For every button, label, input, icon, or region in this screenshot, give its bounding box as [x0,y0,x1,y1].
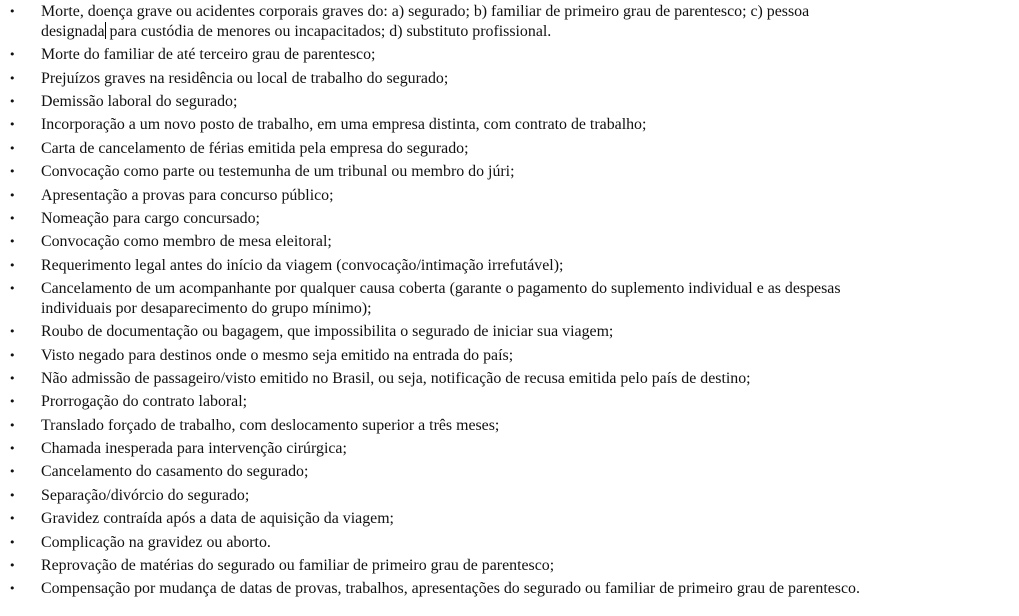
list-item-text[interactable]: Translado forçado de trabalho, com deslocamento superior a três meses; [41,416,500,434]
list-item-text[interactable]: Morte, doença grave ou acidentes corporais graves do: a) segurado; b) familiar de primeiro grau de parentesco; c) pessoa [41,3,810,20]
list-item-text[interactable]: Cancelamento do casamento do segurado; [41,463,309,481]
list-item [0,279,1019,319]
list-item [0,439,1019,459]
list-item-text[interactable]: Convocação como membro de mesa eleitoral; [41,233,332,251]
list-item [0,162,1019,182]
list-item-text[interactable]: Visto negado para destinos onde o mesmo seja emitido na entrada do país; [41,346,514,364]
list-item [0,186,1019,206]
list-item-text[interactable]: Demissão laboral do segurado; [41,93,238,111]
list-item-text[interactable]: Gravidez contraída após a data de aquisição da viagem; [41,510,394,528]
bullet-icon: • [9,281,16,295]
list-item [0,346,1019,366]
list-item-text[interactable]: Incorporação a um novo posto de trabalho, em uma empresa distinta, com contrato de trabalho; [41,116,647,134]
bullet-icon: • [9,558,16,572]
list-item [0,2,1019,42]
bullet-icon: • [9,118,16,132]
list-item [0,392,1019,412]
list-item-text[interactable]: Compensação por mudança de datas de provas, trabalhos, apresentações do segurado ou familiar de primeiro grau de parentesco. [41,580,860,598]
list-item-text[interactable]: Não admissão de passageiro/visto emitido no Brasil, ou seja, notificação de recusa emitida pelo país de destino; [41,370,751,388]
list-item-text[interactable]: Cancelamento de um acompanhante por qualquer causa coberta (garante o pagamento do suplemento individual e as despesas [41,279,841,297]
list-item-text[interactable]: Roubo de documentação ou bagagem, que impossibilita o segurado de iniciar sua viagem; [41,323,614,341]
list-item-text[interactable]: Reprovação de matérias do segurado ou familiar de primeiro grau de parentesco; [41,556,555,574]
list-item-text[interactable]: Requerimento legal antes do início da viagem (convocação/intimação irrefutável); [41,256,564,274]
list-item-text[interactable]: individuais por desaparecimento do grupo mínimo); [41,299,372,317]
list-item [0,416,1019,436]
bullet-icon: • [9,488,16,502]
bullet-icon: • [9,141,16,155]
list-item [0,115,1019,135]
bullet-icon: • [9,418,16,432]
text-cursor [105,22,106,39]
bullet-icon: • [9,535,16,549]
list-item-text[interactable]: Convocação como parte ou testemunha de um tribunal ou membro do júri; [41,163,515,181]
bullet-icon: • [9,188,16,202]
list-item [0,556,1019,576]
list-item-text[interactable]: Prejuízos graves na residência ou local de trabalho do segurado; [41,69,449,87]
bullet-list [0,2,1019,599]
list-item [0,369,1019,389]
list-item [0,533,1019,553]
list-item-text[interactable]: Apresentação a provas para concurso público; [41,186,334,204]
bullet-icon: • [9,95,16,109]
bullet-icon: • [9,442,16,456]
bullet-icon: • [9,348,16,362]
list-item [0,462,1019,482]
list-item-text[interactable]: Separação/divórcio do segurado; [41,486,250,504]
list-item [0,322,1019,342]
list-item [0,232,1019,252]
bullet-icon: • [9,325,16,339]
bullet-icon: • [9,258,16,272]
bullet-icon: • [9,48,16,62]
list-item-text[interactable]: Prorrogação do contrato laboral; [41,393,248,411]
list-item-text[interactable]: Chamada inesperada para intervenção cirúrgica; [41,440,347,458]
bullet-icon: • [9,465,16,479]
list-item [0,92,1019,112]
list-item [0,256,1019,276]
bullet-icon: • [9,512,16,526]
bullet-icon: • [9,5,16,18]
list-item [0,509,1019,529]
document-body [0,2,1019,603]
list-item [0,486,1019,506]
list-item [0,45,1019,65]
list-item-text[interactable]: designada para custódia de menores ou incapacitados; d) substituto profissional. [41,23,552,40]
bullet-icon: • [9,235,16,249]
bullet-icon: • [9,582,16,596]
list-item [0,579,1019,599]
bullet-icon: • [9,372,16,386]
list-item [0,209,1019,229]
list-item-text[interactable]: Nomeação para cargo concursado; [41,209,260,227]
list-item [0,69,1019,89]
list-item-text[interactable]: Carta de cancelamento de férias emitida pela empresa do segurado; [41,139,469,157]
bullet-icon: • [9,211,16,225]
bullet-icon: • [9,165,16,179]
bullet-icon: • [9,71,16,85]
list-item-text[interactable]: Morte do familiar de até terceiro grau de parentesco; [41,46,376,64]
list-item [0,139,1019,159]
list-item-text[interactable]: Complicação na gravidez ou aborto. [41,533,271,551]
bullet-icon: • [9,395,16,409]
